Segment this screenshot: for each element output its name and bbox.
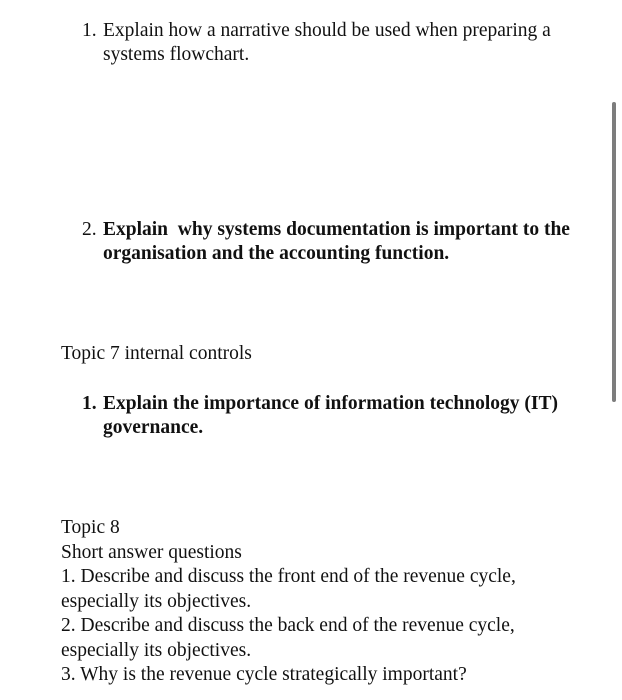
question-1-text: Explain how a narrative should be used when preparing a systems flowchart.	[103, 20, 551, 65]
topic-7-heading: Topic 7 internal controls	[61, 343, 252, 364]
vertical-scrollbar[interactable]	[612, 102, 616, 402]
question-2-number: 2.	[82, 219, 97, 240]
topic-8-heading: Topic 8	[61, 517, 120, 538]
topic-7-question-1-number: 1.	[82, 393, 97, 414]
question-1-number: 1.	[82, 20, 97, 41]
question-1-narrative	[82, 19, 601, 67]
topic-7-question-1	[82, 392, 573, 440]
topic-7-question-1-text: Explain the importance of information technology (IT) governance.	[103, 393, 558, 438]
topic-8-line: 1. Describe and discuss the front end of the revenue cycle,	[61, 566, 516, 587]
topic-8-subheading: Short answer questions	[61, 541, 242, 563]
topic-8-line: especially its objectives.	[61, 639, 252, 661]
topic-8-line: especially its objectives.	[61, 590, 252, 612]
topic-8-section	[61, 516, 601, 688]
question-2-documentation	[82, 218, 588, 266]
topic-8-line: 3. Why is the revenue cycle strategically important?	[61, 664, 467, 685]
question-2-text: Explain why systems documentation is important to the organisation and the accounting function.	[103, 219, 575, 264]
topic-8-line: 2. Describe and discuss the back end of the revenue cycle,	[61, 615, 515, 636]
